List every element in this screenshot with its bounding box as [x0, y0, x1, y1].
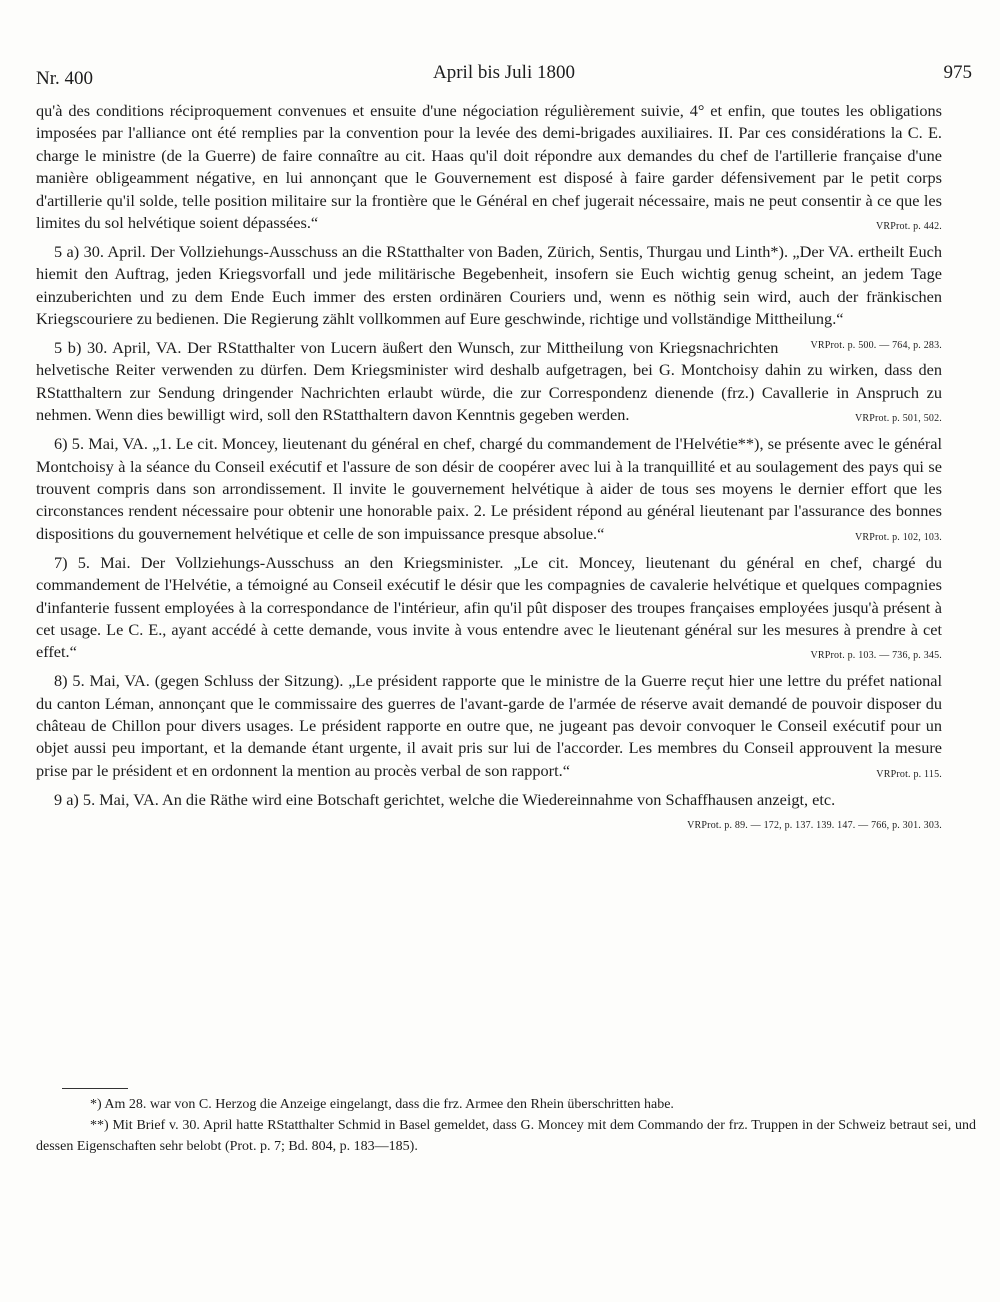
source-reference: VRProt. p. 442. [875, 221, 942, 233]
source-reference: VRProt. p. 500. — 764, p. 283. [810, 339, 942, 351]
paragraph-6 [36, 433, 942, 545]
paragraph-9a [36, 789, 942, 832]
running-title: April bis Juli 1800 [433, 62, 575, 83]
source-reference: VRProt. p. 115. [876, 768, 942, 780]
footnote-divider [62, 1088, 128, 1089]
paragraph-7 [36, 552, 942, 664]
page-number: 975 [943, 62, 972, 83]
source-reference: VRProt. p. 501, 502. [854, 413, 942, 425]
page-header [36, 62, 972, 92]
main-text [36, 100, 942, 834]
source-reference: VRProt. p. 102, 103. [854, 531, 942, 543]
paragraph-5a [36, 241, 942, 351]
paragraph-text: 9 a) 5. Mai, VA. An die Räthe wird eine Botschaft gerichtet, welche die Wiedereinnahme von Schaffhausen anzeigt, etc. [54, 789, 836, 809]
source-reference: VRProt. p. 103. — 736, p. 345. [810, 650, 942, 662]
continued-paragraph [36, 100, 942, 234]
paragraph-8 [36, 670, 942, 782]
paragraph-text: 8) 5. Mai, VA. (gegen Schluss der Sitzung). „Le président rapporte que le ministre de la Guerre reçut hier une lettre du préfet national du canton Léman, annonçant que le commissaire des guerres de l'avant-garde de l'armée de réserve avait demandé de pouvoir disposer du château de Chillon pour divers usages. Le président rapporte en outre que, ne jugeant pas devoir convoquer le Conseil exécutif pour un objet aussi peu important, et la demande étant urgente, il avait pris sur lui de l'accorder. Les membres du Conseil approuvent la mesure prise par le président et en ordonnent la mention au procès verbal de son rapport.“ [36, 671, 942, 780]
paragraph-text: qu'à des conditions réciproquement convenues et ensuite d'une négociation régulièrement suivie, 4° et enfin, que toutes les obligations imposées par l'alliance ont été remplies par la convention pour la levée des demi-brigades auxiliaires. II. Par ces considérations la C. E. charge le ministre (de la Guerre) de faire connaître au cit. Haas qu'il doit répondre aux demandes du chef de l'artillerie française d'une manière obligeamment négative, en lui annonçant que le Gouvernement est disposé à faire garder défensivement par le petit corps d'artillerie qu'il solde, telle position militaire sur la frontière que le Général en chef jugerait nécessaire, mais ne peut consentir à ce que les limites du sol helvétique soient dépassées.“ [36, 101, 942, 233]
paragraph-text: 7) 5. Mai. Der Vollziehungs-Ausschuss an den Kriegsminister. „Le cit. Moncey, lieutenant du général en chef, chargé du commandement de l'Helvétie, a témoigné au Conseil exécutif le désir que les compagnies de cavalerie helvétique et quelques compagnies d'infanterie fussent employées à la correspondance de l'intérieur, afin qu'il pût disposer des troupes françaises employées jusqu'à présent à cet usage. Le C. E., ayant accédé à cette demande, vous invite à vous entendre avec le lieutenant général sur les mesures à prendre à cet effet.“ [36, 552, 942, 662]
document-number: Nr. 400 [36, 68, 93, 89]
paragraph-text: 5 a) 30. April. Der Vollziehungs-Ausschuss an die RStatthalter von Baden, Zürich, Sentis, Thurgau und Linth*). „Der VA. ertheilt Euch hiemit den Auftrag, jeden Kriegsvorfall und jede militärische Begebenheit, insofern sie Euch wichtig genug scheint, an jedem Tage einzuberichten und zu dem Ende Euch immer des ersten ordinären Couriers und, wenn es nöthig sein wird, auch der fränkischen Kriegscouriere zu bedienen. Die Regierung zählt vollkommen auf Eure geschwinde, richtige und vollständige Mittheilung.“ [36, 241, 942, 329]
paragraph-text: 6) 5. Mai, VA. „1. Le cit. Moncey, lieutenant du général en chef, chargé du commandement de l'Helvétie**), se présente avec le général Montchoisy à la séance du Conseil exécutif et l'assure de son désir de coopérer avec lui à la tranquillité et au soulagement des pays qui se trouvent compris dans son arrondissement. Il invite le gouvernement helvétique à aider de tous ses moyens le dernier effort que les circonstances rendent nécessaire pour obtenir une honorable paix. 2. Le président répond au général lieutenant par l'assurance des bonnes dispositions du gouvernement helvétique et celle de son impuissance presque absolue.“ [36, 434, 942, 543]
footnotes [36, 1094, 976, 1157]
source-reference: VRProt. p. 89. — 172, p. 137. 139. 147. — 766, p. 301. 303. [687, 820, 942, 832]
paragraph-text: 5 b) 30. April, VA. Der RStatthalter von Lucern äußert den Wunsch, zur Mittheilung von Kriegsnachrichten helvetische Reiter verwenden zu dürfen. Dem Kriegsminister wird deshalb aufgetragen, bei G. Montchoisy dahin zu wirken, dass den RStatthaltern zur Sendung dringender Nachrichten erlaubt würde, die zur Correspondenz dienende (frz.) Cavallerie in Anspruch zu nehmen. Wenn dies bewilligt wird, soll den RStatthaltern davon Kenntnis gegeben werden. [36, 338, 942, 425]
footnote-1: *) Am 28. war von C. Herzog die Anzeige eingelangt, dass die frz. Armee den Rhein überschritten habe. [90, 1097, 674, 1112]
footnote-2: **) Mit Brief v. 30. April hatte RStatthalter Schmid in Basel gemeldet, dass G. Moncey mit dem Commando der frz. Truppen in der Schweiz betraut sei, und dessen Eigenschaften sehr belobt (Prot. p. 7; Bd. 804, p. 183—185). [36, 1118, 976, 1154]
